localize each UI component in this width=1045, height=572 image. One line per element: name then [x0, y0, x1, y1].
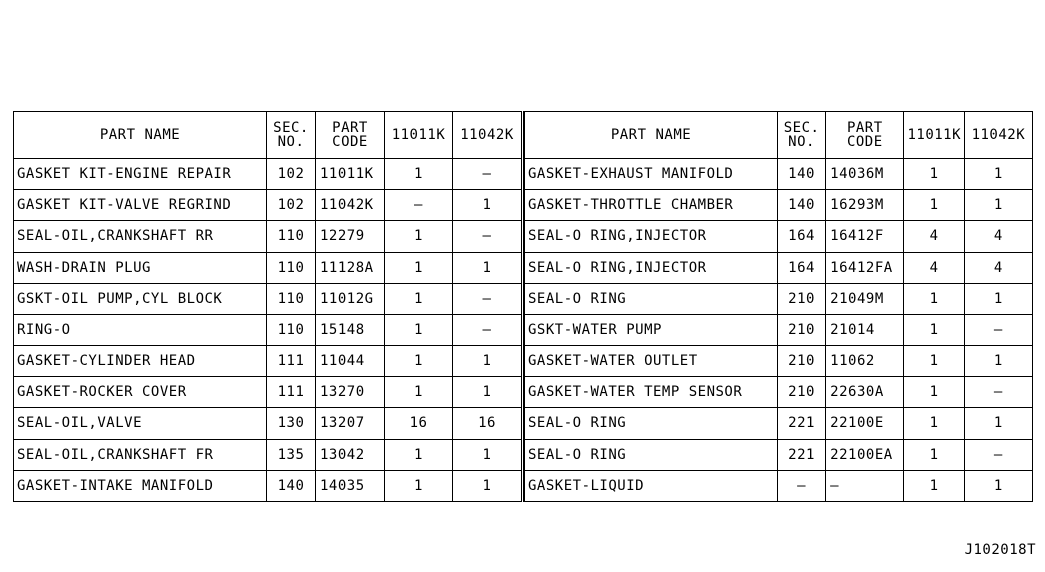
part-code-header	[826, 112, 904, 159]
qty-11042k-cell: 1	[453, 252, 522, 283]
sec-no-cell: 140	[267, 470, 316, 501]
part-name-cell: SEAL-O RING,INJECTOR	[525, 252, 778, 283]
part-code-cell: 11011K	[316, 159, 385, 190]
part-name-cell: GASKET-CYLINDER HEAD	[14, 346, 267, 377]
part-name-cell: GASKET KIT-ENGINE REPAIR	[14, 159, 267, 190]
drawing-id: J102018T	[964, 542, 1036, 558]
table-row	[14, 470, 522, 501]
part-code-cell: 11128A	[316, 252, 385, 283]
sec-no-cell: 110	[267, 221, 316, 252]
part-name-cell: WASH-DRAIN PLUG	[14, 252, 267, 283]
col-11042k-header: 11042K	[453, 112, 522, 159]
part-code-cell: 22100E	[826, 408, 904, 439]
part-code-header	[316, 112, 385, 159]
table-header-row	[525, 112, 1033, 159]
qty-11042k-cell: 1	[964, 190, 1032, 221]
sec-label: SEC.	[783, 120, 820, 136]
part-name-cell: GSKT-OIL PUMP,CYL BLOCK	[14, 283, 267, 314]
left-table-body	[14, 159, 522, 502]
sec-no-cell: 110	[267, 314, 316, 345]
part-name-header: PART NAME	[14, 112, 267, 159]
sec-no-cell: 210	[777, 314, 825, 345]
part-name-cell: GASKET KIT-VALVE REGRIND	[14, 190, 267, 221]
part-code-cell: 12279	[316, 221, 385, 252]
table-row	[525, 346, 1033, 377]
qty-11042k-cell: 1	[964, 470, 1032, 501]
sec-no-cell: 221	[777, 408, 825, 439]
sec-label: SEC.	[273, 120, 309, 136]
sec-no-cell: 164	[777, 252, 825, 283]
table-row	[14, 439, 522, 470]
part-code-cell: 21014	[826, 314, 904, 345]
part-code-cell: 22630A	[826, 377, 904, 408]
no-label: NO.	[277, 134, 305, 150]
part-name-cell: SEAL-OIL,CRANKSHAFT FR	[14, 439, 267, 470]
qty-11042k-cell: 1	[453, 377, 522, 408]
qty-11011k-cell: 4	[904, 221, 964, 252]
part-code-cell: 15148	[316, 314, 385, 345]
qty-11042k-cell: 1	[964, 159, 1032, 190]
sec-no-cell: 111	[267, 377, 316, 408]
qty-11042k-cell: –	[453, 283, 522, 314]
right-table-body	[525, 159, 1033, 502]
qty-11042k-cell: –	[964, 314, 1032, 345]
no-label: NO.	[788, 134, 815, 150]
part-code-cell: 14036M	[826, 159, 904, 190]
sec-no-cell: 102	[267, 190, 316, 221]
qty-11011k-cell: 1	[385, 346, 453, 377]
sec-no-cell: 110	[267, 283, 316, 314]
table-row	[525, 439, 1033, 470]
qty-11011k-cell: 1	[385, 283, 453, 314]
part-code-cell: 11044	[316, 346, 385, 377]
part-name-header: PART NAME	[525, 112, 778, 159]
part-code-cell: 13270	[316, 377, 385, 408]
sec-no-cell: 221	[777, 439, 825, 470]
table-row	[525, 408, 1033, 439]
part-code-cell: 22100EA	[826, 439, 904, 470]
qty-11011k-cell: –	[385, 190, 453, 221]
part-name-cell: SEAL-O RING	[525, 439, 778, 470]
table-row	[14, 314, 522, 345]
qty-11042k-cell: 1	[964, 408, 1032, 439]
part-name-cell: GASKET-WATER OUTLET	[525, 346, 778, 377]
qty-11011k-cell: 1	[904, 190, 964, 221]
qty-11042k-cell: –	[453, 314, 522, 345]
part-name-cell: SEAL-O RING	[525, 283, 778, 314]
part-code-cell: 11062	[826, 346, 904, 377]
qty-11011k-cell: 1	[385, 252, 453, 283]
qty-11011k-cell: 1	[385, 470, 453, 501]
table-row	[525, 159, 1033, 190]
part-name-cell: GSKT-WATER PUMP	[525, 314, 778, 345]
qty-11011k-cell: 1	[904, 377, 964, 408]
part-name-cell: SEAL-OIL,VALVE	[14, 408, 267, 439]
sec-no-cell: 164	[777, 221, 825, 252]
col-11042k-header: 11042K	[964, 112, 1032, 159]
qty-11042k-cell: 1	[964, 283, 1032, 314]
qty-11042k-cell: –	[453, 221, 522, 252]
table-row	[14, 408, 522, 439]
table-row	[525, 190, 1033, 221]
part-name-cell: RING-O	[14, 314, 267, 345]
qty-11042k-cell: 16	[453, 408, 522, 439]
right-parts-table-wrap	[521, 111, 1033, 502]
table-row	[525, 283, 1033, 314]
table-row	[14, 252, 522, 283]
sec-no-cell: 102	[267, 159, 316, 190]
part-name-cell: SEAL-O RING,INJECTOR	[525, 221, 778, 252]
part-code-cell: 14035	[316, 470, 385, 501]
qty-11011k-cell: 1	[904, 408, 964, 439]
right-parts-table	[524, 111, 1033, 502]
qty-11011k-cell: 1	[385, 221, 453, 252]
part-code-cell: 16412F	[826, 221, 904, 252]
table-row	[14, 283, 522, 314]
qty-11042k-cell: 1	[453, 439, 522, 470]
part-name-cell: GASKET-INTAKE MANIFOLD	[14, 470, 267, 501]
parts-sheet	[13, 111, 1030, 502]
part-label: PART	[332, 120, 368, 136]
part-label: PART	[846, 120, 883, 136]
part-code-cell: 16293M	[826, 190, 904, 221]
part-code-cell: 16412FA	[826, 252, 904, 283]
code-label: CODE	[332, 134, 368, 150]
code-label: CODE	[846, 134, 883, 150]
qty-11042k-cell: 1	[453, 470, 522, 501]
left-parts-table-wrap	[13, 111, 521, 502]
sec-no-cell: 210	[777, 283, 825, 314]
part-name-cell: GASKET-WATER TEMP SENSOR	[525, 377, 778, 408]
qty-11042k-cell: 1	[964, 346, 1032, 377]
sec-no-cell: 210	[777, 377, 825, 408]
qty-11011k-cell: 1	[904, 470, 964, 501]
table-row	[14, 221, 522, 252]
table-header-row	[14, 112, 522, 159]
sec-no-cell: 140	[777, 190, 825, 221]
table-row	[525, 377, 1033, 408]
part-name-cell: GASKET-EXHAUST MANIFOLD	[525, 159, 778, 190]
table-row	[525, 314, 1033, 345]
qty-11011k-cell: 16	[385, 408, 453, 439]
part-code-cell: –	[826, 470, 904, 501]
qty-11011k-cell: 1	[385, 439, 453, 470]
qty-11042k-cell: 4	[964, 221, 1032, 252]
table-row	[14, 159, 522, 190]
qty-11042k-cell: –	[964, 377, 1032, 408]
qty-11011k-cell: 1	[904, 159, 964, 190]
table-row	[14, 190, 522, 221]
qty-11011k-cell: 4	[904, 252, 964, 283]
qty-11011k-cell: 1	[904, 314, 964, 345]
qty-11011k-cell: 1	[904, 439, 964, 470]
part-code-cell: 11012G	[316, 283, 385, 314]
part-code-cell: 11042K	[316, 190, 385, 221]
part-name-cell: GASKET-ROCKER COVER	[14, 377, 267, 408]
qty-11011k-cell: 1	[385, 159, 453, 190]
part-code-cell: 21049M	[826, 283, 904, 314]
table-row	[14, 346, 522, 377]
sec-no-cell: –	[777, 470, 825, 501]
part-name-cell: SEAL-O RING	[525, 408, 778, 439]
qty-11011k-cell: 1	[904, 283, 964, 314]
part-code-cell: 13042	[316, 439, 385, 470]
qty-11042k-cell: 1	[453, 346, 522, 377]
qty-11011k-cell: 1	[385, 314, 453, 345]
sec-no-cell: 130	[267, 408, 316, 439]
sec-no-cell: 210	[777, 346, 825, 377]
qty-11011k-cell: 1	[904, 346, 964, 377]
table-row	[525, 252, 1033, 283]
sec-no-header	[267, 112, 316, 159]
part-name-cell: GASKET-LIQUID	[525, 470, 778, 501]
part-code-cell: 13207	[316, 408, 385, 439]
qty-11042k-cell: –	[964, 439, 1032, 470]
table-row	[525, 470, 1033, 501]
part-name-cell: SEAL-OIL,CRANKSHAFT RR	[14, 221, 267, 252]
sec-no-cell: 110	[267, 252, 316, 283]
qty-11042k-cell: 4	[964, 252, 1032, 283]
part-name-cell: GASKET-THROTTLE CHAMBER	[525, 190, 778, 221]
col-11011k-header: 11011K	[385, 112, 453, 159]
qty-11042k-cell: 1	[453, 190, 522, 221]
qty-11011k-cell: 1	[385, 377, 453, 408]
qty-11042k-cell: –	[453, 159, 522, 190]
sec-no-cell: 135	[267, 439, 316, 470]
sec-no-cell: 111	[267, 346, 316, 377]
col-11011k-header: 11011K	[904, 112, 964, 159]
sec-no-header	[777, 112, 825, 159]
left-parts-table	[13, 111, 522, 502]
table-row	[525, 221, 1033, 252]
table-row	[14, 377, 522, 408]
sec-no-cell: 140	[777, 159, 825, 190]
